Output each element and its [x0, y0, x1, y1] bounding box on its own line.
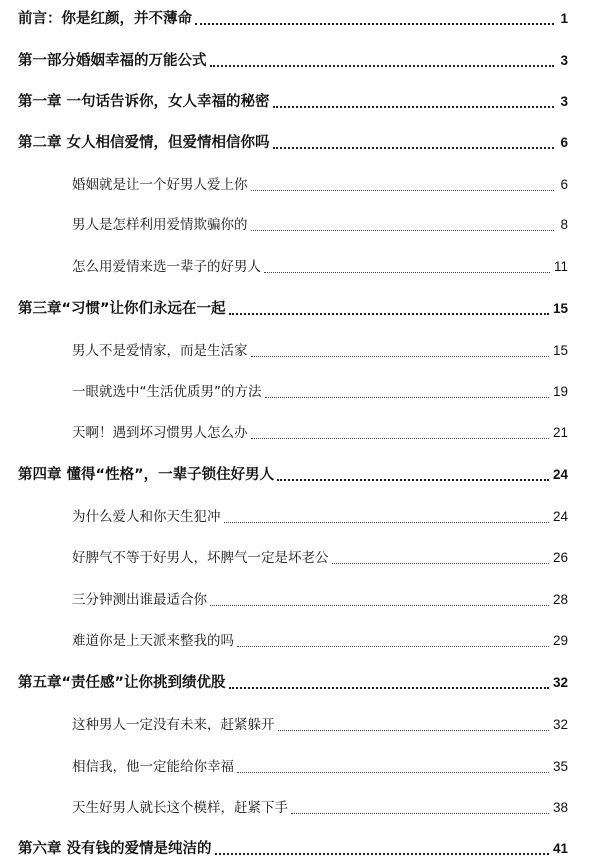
toc-dot-leader	[237, 772, 549, 773]
toc-page-number: 32	[552, 717, 568, 732]
toc-entry-chapter-4[interactable]	[18, 464, 568, 486]
toc-entry-title: 前言：你是红颜，并不薄命	[18, 11, 192, 27]
toc-page-number: 21	[552, 425, 568, 440]
toc-entry-section[interactable]	[72, 589, 568, 611]
toc-entry-title: 好脾气不等于好男人，坏脾气一定是坏老公	[72, 550, 329, 566]
toc-dot-leader	[251, 230, 555, 231]
toc-page-number: 6	[560, 177, 568, 192]
toc-entry-section[interactable]	[72, 214, 568, 236]
toc-dot-leader	[210, 605, 549, 606]
toc-page-number: 11	[553, 259, 568, 274]
toc-dot-leader	[229, 313, 549, 315]
toc-dot-leader	[277, 479, 549, 481]
toc-entry-section[interactable]	[72, 340, 568, 362]
toc-page-number: 29	[552, 633, 568, 648]
toc-entry-title: 天啊！遇到坏习惯男人怎么办	[72, 425, 248, 441]
toc-entry-title: 第二章 女人相信爱情，但爱情相信你吗	[18, 135, 270, 151]
toc-page-number: 41	[552, 841, 568, 856]
toc-entry-title: 第一部分婚姻幸福的万能公式	[18, 53, 207, 69]
toc-dot-leader	[264, 272, 550, 273]
toc-entry-chapter-5[interactable]	[18, 672, 568, 694]
toc-page-number: 24	[552, 509, 568, 524]
toc-page-number: 32	[552, 675, 568, 690]
toc-dot-leader	[291, 813, 549, 814]
toc-dot-leader	[251, 356, 549, 357]
toc-entry-title: 相信我，他一定能给你幸福	[72, 759, 234, 775]
toc-page-number: 24	[552, 467, 568, 482]
toc-dot-leader	[224, 522, 549, 523]
toc-entry-part-1[interactable]	[18, 50, 568, 72]
toc-page-number: 28	[552, 592, 568, 607]
toc-dot-leader	[332, 563, 549, 564]
toc-entry-title: 第五章“责任感”让你挑到绩优股	[18, 675, 226, 691]
toc-entry-chapter-6[interactable]	[18, 838, 568, 860]
toc-entry-title: 一眼就选中“生活优质男”的方法	[72, 384, 262, 400]
toc-entry-section[interactable]	[72, 714, 568, 736]
toc-entry-section[interactable]	[72, 756, 568, 778]
toc-entry-title: 男人不是爱情家，而是生活家	[72, 343, 248, 359]
toc-entry-title: 婚姻就是让一个好男人爱上你	[72, 177, 248, 193]
toc-dot-leader	[265, 397, 549, 398]
toc-dot-leader	[273, 106, 554, 108]
toc-entry-chapter-3[interactable]	[18, 298, 568, 320]
toc-entry-title: 第三章“习惯”让你们永远在一起	[18, 301, 226, 317]
toc-entry-section[interactable]	[72, 547, 568, 569]
toc-entry-section[interactable]	[72, 422, 568, 444]
toc-entry-section[interactable]	[72, 381, 568, 403]
toc-entry-title: 为什么爱人和你天生犯冲	[72, 509, 221, 525]
toc-dot-leader	[229, 687, 549, 689]
toc-dot-leader	[210, 65, 555, 67]
toc-dot-leader	[273, 147, 554, 149]
toc-entry-title: 难道你是上天派来整我的吗	[72, 633, 234, 649]
toc-dot-leader	[215, 853, 549, 855]
toc-entry-title: 这种男人一定没有未来，赶紧躲开	[72, 717, 275, 733]
toc-entry-title: 天生好男人就长这个模样，赶紧下手	[72, 800, 288, 816]
toc-page-number: 26	[552, 550, 568, 565]
toc-entry-preface[interactable]	[18, 8, 568, 30]
toc-entry-section[interactable]	[72, 256, 568, 278]
toc-page-number: 3	[560, 94, 568, 109]
toc-page-number: 6	[560, 135, 568, 150]
toc-entry-title: 三分钟测出谁最适合你	[72, 592, 207, 608]
toc-page-number: 3	[560, 53, 568, 68]
toc-entry-section[interactable]	[72, 174, 568, 196]
toc-entry-title: 男人是怎样利用爱情欺骗你的	[72, 217, 248, 233]
toc-entry-chapter-1[interactable]	[18, 91, 568, 113]
toc-page-number: 15	[552, 301, 568, 316]
toc-page-number: 38	[552, 800, 568, 815]
toc-dot-leader	[251, 438, 549, 439]
toc-page-number: 35	[552, 759, 568, 774]
toc-page-number: 8	[560, 217, 568, 232]
toc-page-number: 15	[552, 343, 568, 358]
toc-page-number: 1	[560, 11, 568, 26]
toc-entry-title: 第四章 懂得“性格”，一辈子锁住好男人	[18, 467, 275, 483]
toc-dot-leader	[251, 190, 555, 191]
toc-dot-leader	[278, 730, 549, 731]
toc-entry-title: 怎么用爱情来选一辈子的好男人	[72, 259, 261, 275]
toc-dot-leader	[195, 23, 554, 25]
toc-entry-section[interactable]	[72, 630, 568, 652]
toc-entry-chapter-2[interactable]	[18, 132, 568, 154]
toc-entry-title: 第六章 没有钱的爱情是纯洁的	[18, 841, 212, 857]
toc-dot-leader	[237, 646, 549, 647]
toc-entry-section[interactable]	[72, 797, 568, 819]
toc-entry-section[interactable]	[72, 506, 568, 528]
toc-page-number: 19	[552, 384, 568, 399]
toc-entry-title: 第一章 一句话告诉你，女人幸福的秘密	[18, 94, 270, 110]
